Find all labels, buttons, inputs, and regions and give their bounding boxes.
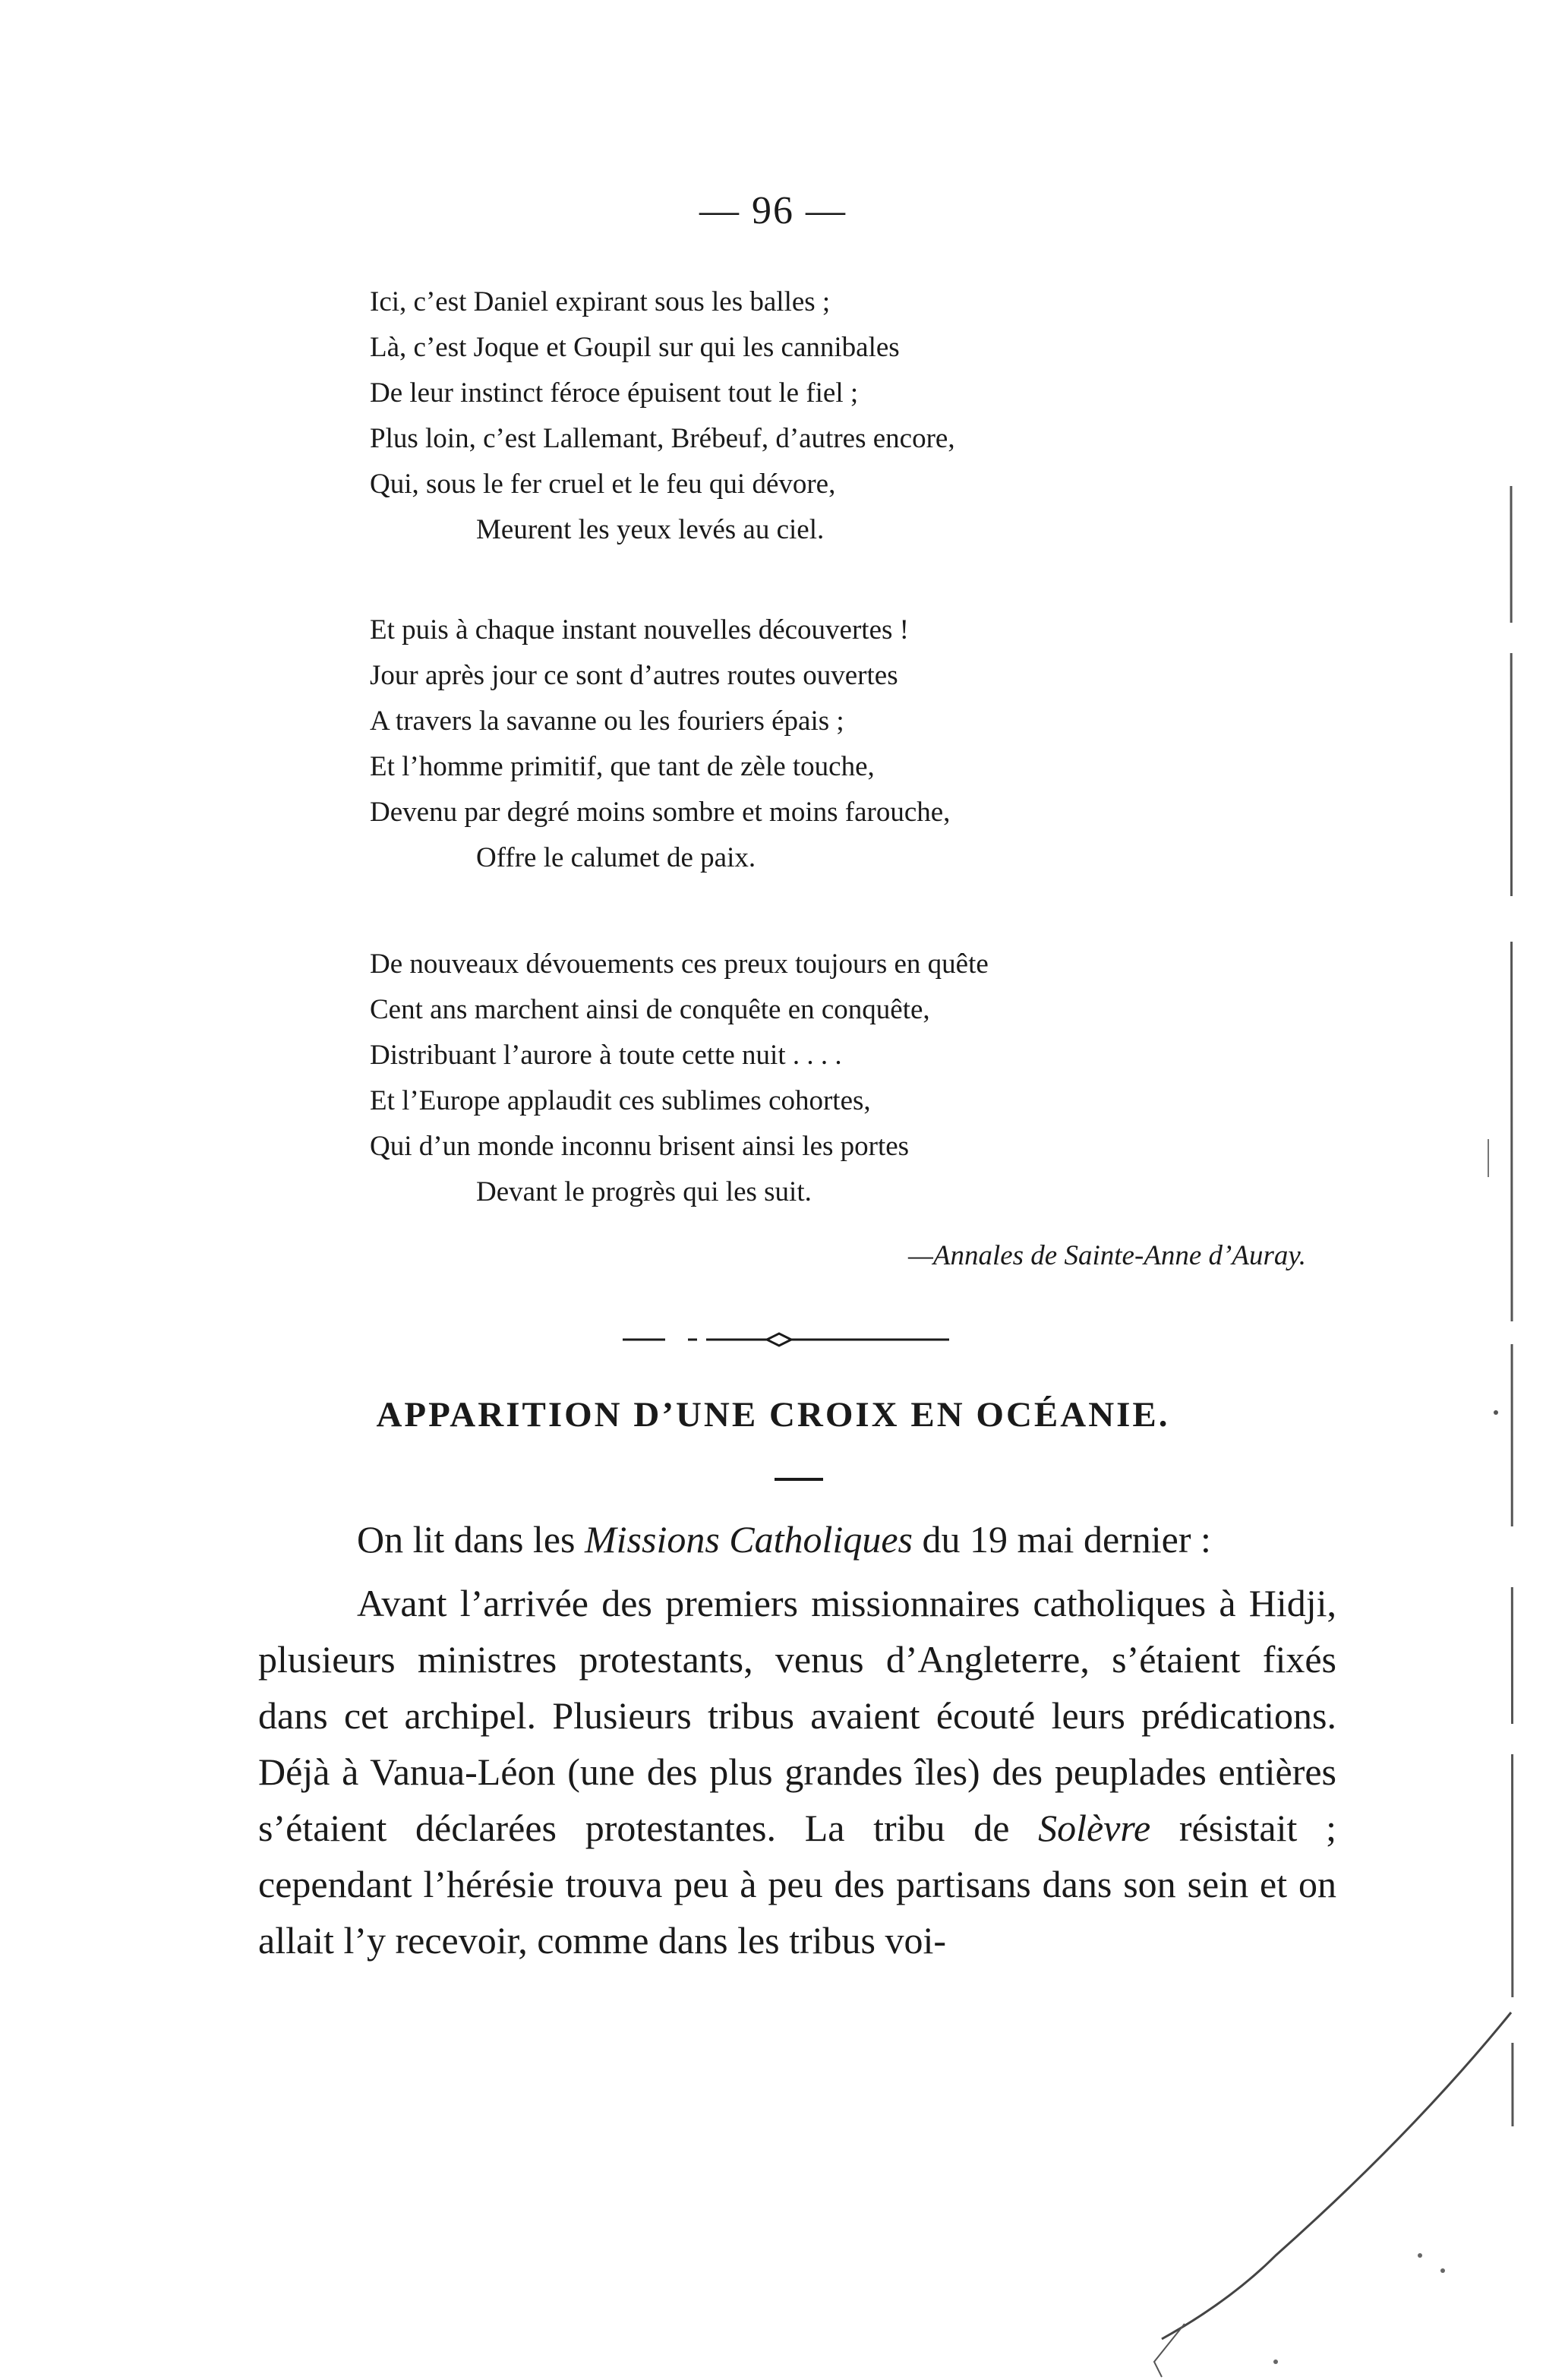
source-title: Missions Catholiques <box>584 1518 913 1561</box>
poem-line: Et l’Europe applaudit ces sublimes cohortes, <box>370 1085 871 1116</box>
section-title: APPARITION D’UNE CROIX EN OCÉANIE. <box>376 1395 1170 1435</box>
article-body <box>258 1511 1336 1976</box>
poem-line: De nouveaux dévouements ces preux toujours en quête <box>370 949 989 980</box>
poem-line: Jour après jour ce sont d’autres routes ouvertes <box>370 660 898 691</box>
poem-stanza-2 <box>370 608 1327 881</box>
poem-line: Et puis à chaque instant nouvelles découvertes ! <box>370 614 909 646</box>
poem-stanza-1 <box>370 279 1327 553</box>
poem-line: Devenu par degré moins sombre et moins farouche, <box>370 797 951 828</box>
text-run: résistait ; cependant l’hérésie trouva peu à peu des partisans dans son sein et on allait l’y recevoir, comme dans les tribus voi- <box>258 1807 1336 1962</box>
poem-line: Devant le progrès qui les suit. <box>476 1176 812 1207</box>
poem-line: Meurent les yeux levés au ciel. <box>476 514 825 545</box>
page-number: — 96 — <box>699 189 847 232</box>
poem-line: Cent ans marchent ainsi de conquête en conquête, <box>370 994 930 1025</box>
scan-crease-line <box>1139 2005 1519 2380</box>
poem-line: De leur instinct féroce épuisent tout le fiel ; <box>370 377 859 409</box>
text-run: On lit dans les <box>357 1518 585 1561</box>
poem-line: Distribuant l’aurore à toute cette nuit . . . . <box>370 1040 842 1071</box>
poem-line: Qui d’un monde inconnu brisent ainsi les portes <box>370 1131 910 1162</box>
poem-line: Ici, c’est Daniel expirant sous les balles ; <box>370 286 831 317</box>
poem-line: Qui, sous le fer cruel et le feu qui dévore, <box>370 469 836 500</box>
poem-line: Offre le calumet de paix. <box>476 842 756 873</box>
tribe-name: Solèvre <box>1038 1807 1151 1849</box>
poem-stanza-3 <box>370 942 1327 1215</box>
article-paragraph <box>258 1575 1336 1968</box>
poem-line: Là, c’est Joque et Goupil sur qui les cannibales <box>370 332 900 363</box>
poem-line: Plus loin, c’est Lallemant, Brébeuf, d’autres encore, <box>370 423 955 454</box>
article-paragraph <box>258 1511 1336 1567</box>
poem-line: Et l’homme primitif, que tant de zèle touche, <box>370 751 875 782</box>
text-run: du 19 mai dernier : <box>912 1518 1211 1561</box>
title-rule <box>775 1478 823 1481</box>
text-run: Avant l’arrivée des premiers missionnaires catholiques à Hidji, plusieurs ministres protestants, venus d’Angleterre, s’étaient fixés dans cet archipel. Plusieurs tribus avaient écouté leurs prédications. Déjà à Vanua-Léon (une des plus grandes îles) des peuplades entières s’étaient déclarées protestantes. La tribu de <box>258 1582 1336 1849</box>
section-divider-ornament <box>623 1330 949 1349</box>
poem-line: A travers la savanne ou les fouriers épais ; <box>370 705 844 737</box>
poem-attribution: —Annales de Sainte-Anne d’Auray. <box>907 1240 1306 1271</box>
